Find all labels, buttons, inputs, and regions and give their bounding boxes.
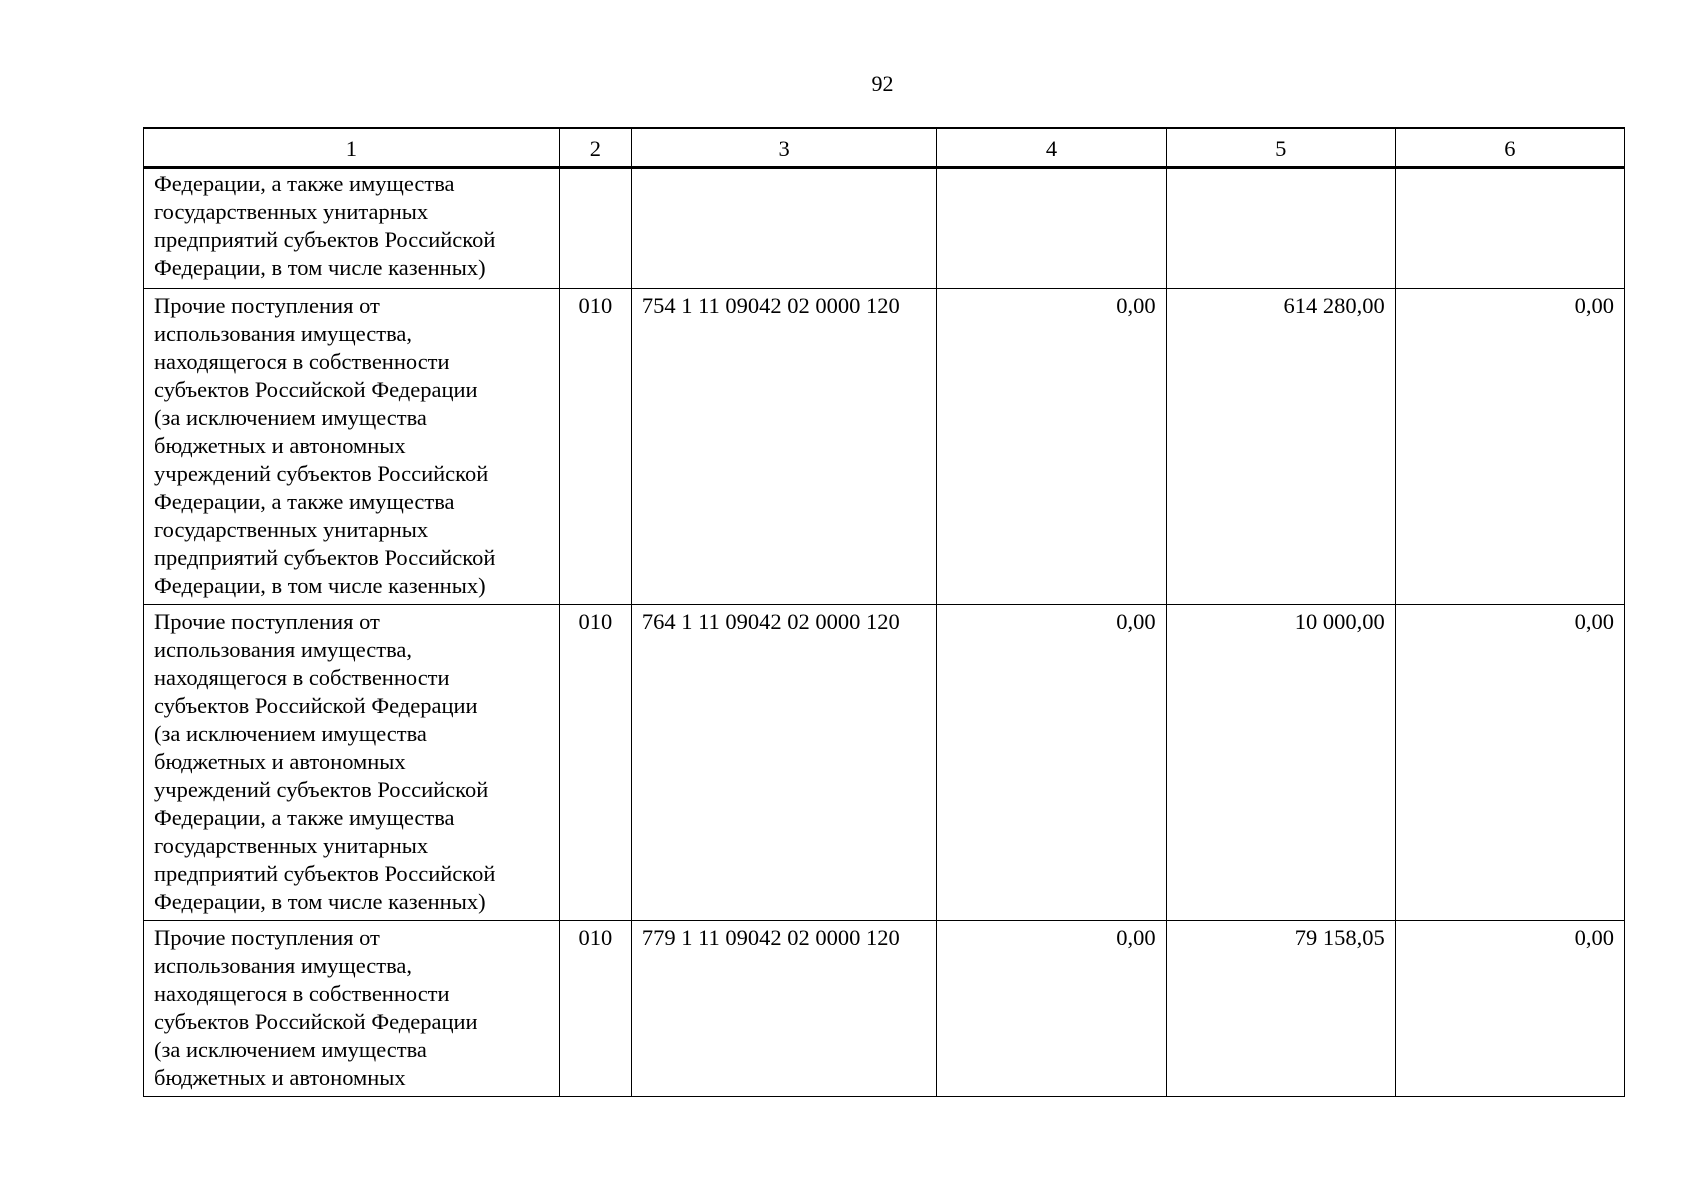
row-col5-cell: 79 158,05 bbox=[1166, 921, 1395, 1097]
row-col5-cell bbox=[1166, 168, 1395, 289]
row-col6-cell bbox=[1395, 168, 1624, 289]
table-row bbox=[144, 168, 1625, 289]
table-header-row bbox=[144, 128, 1625, 168]
row-name-cell: Прочие поступления от использования имущества, находящегося в собственности субъектов Российской Федерации (за исключением имущества бюджетных и автономных bbox=[144, 921, 560, 1097]
row-kbk-cell: 764 1 11 09042 02 0000 120 bbox=[631, 605, 937, 921]
column-header-2: 2 bbox=[559, 128, 631, 168]
table-row bbox=[144, 289, 1625, 605]
column-header-1: 1 bbox=[144, 128, 560, 168]
row-code-cell: 010 bbox=[559, 605, 631, 921]
row-kbk-cell bbox=[631, 168, 937, 289]
row-col5-cell: 614 280,00 bbox=[1166, 289, 1395, 605]
row-code-cell: 010 bbox=[559, 921, 631, 1097]
row-col5-cell: 10 000,00 bbox=[1166, 605, 1395, 921]
column-header-6: 6 bbox=[1395, 128, 1624, 168]
revenue-table bbox=[143, 127, 1625, 1097]
table-row bbox=[144, 921, 1625, 1097]
page-number: 92 bbox=[871, 71, 894, 96]
row-kbk-cell: 779 1 11 09042 02 0000 120 bbox=[631, 921, 937, 1097]
row-col4-cell: 0,00 bbox=[937, 921, 1166, 1097]
row-col6-cell: 0,00 bbox=[1395, 289, 1624, 605]
row-col6-cell: 0,00 bbox=[1395, 921, 1624, 1097]
row-col6-cell: 0,00 bbox=[1395, 605, 1624, 921]
row-col4-cell: 0,00 bbox=[937, 289, 1166, 605]
row-code-cell bbox=[559, 168, 631, 289]
row-code-cell: 010 bbox=[559, 289, 631, 605]
row-col4-cell bbox=[937, 168, 1166, 289]
column-header-4: 4 bbox=[937, 128, 1166, 168]
table-row bbox=[144, 605, 1625, 921]
row-name-cell: Прочие поступления от использования имущества, находящегося в собственности субъектов Российской Федерации (за исключением имущества бюджетных и автономных учреждений субъектов Российской Федерации, а также имущества государственных унитарных предприятий субъектов Российской Федерации, в том числе казенных) bbox=[144, 605, 560, 921]
row-kbk-cell: 754 1 11 09042 02 0000 120 bbox=[631, 289, 937, 605]
row-col4-cell: 0,00 bbox=[937, 605, 1166, 921]
row-name-cell: Федерации, а также имущества государственных унитарных предприятий субъектов Российской Федерации, в том числе казенных) bbox=[144, 168, 560, 289]
column-header-3: 3 bbox=[631, 128, 937, 168]
row-name-cell: Прочие поступления от использования имущества, находящегося в собственности субъектов Российской Федерации (за исключением имущества бюджетных и автономных учреждений субъектов Российской Федерации, а также имущества государственных унитарных предприятий субъектов Российской Федерации, в том числе казенных) bbox=[144, 289, 560, 605]
column-header-5: 5 bbox=[1166, 128, 1395, 168]
